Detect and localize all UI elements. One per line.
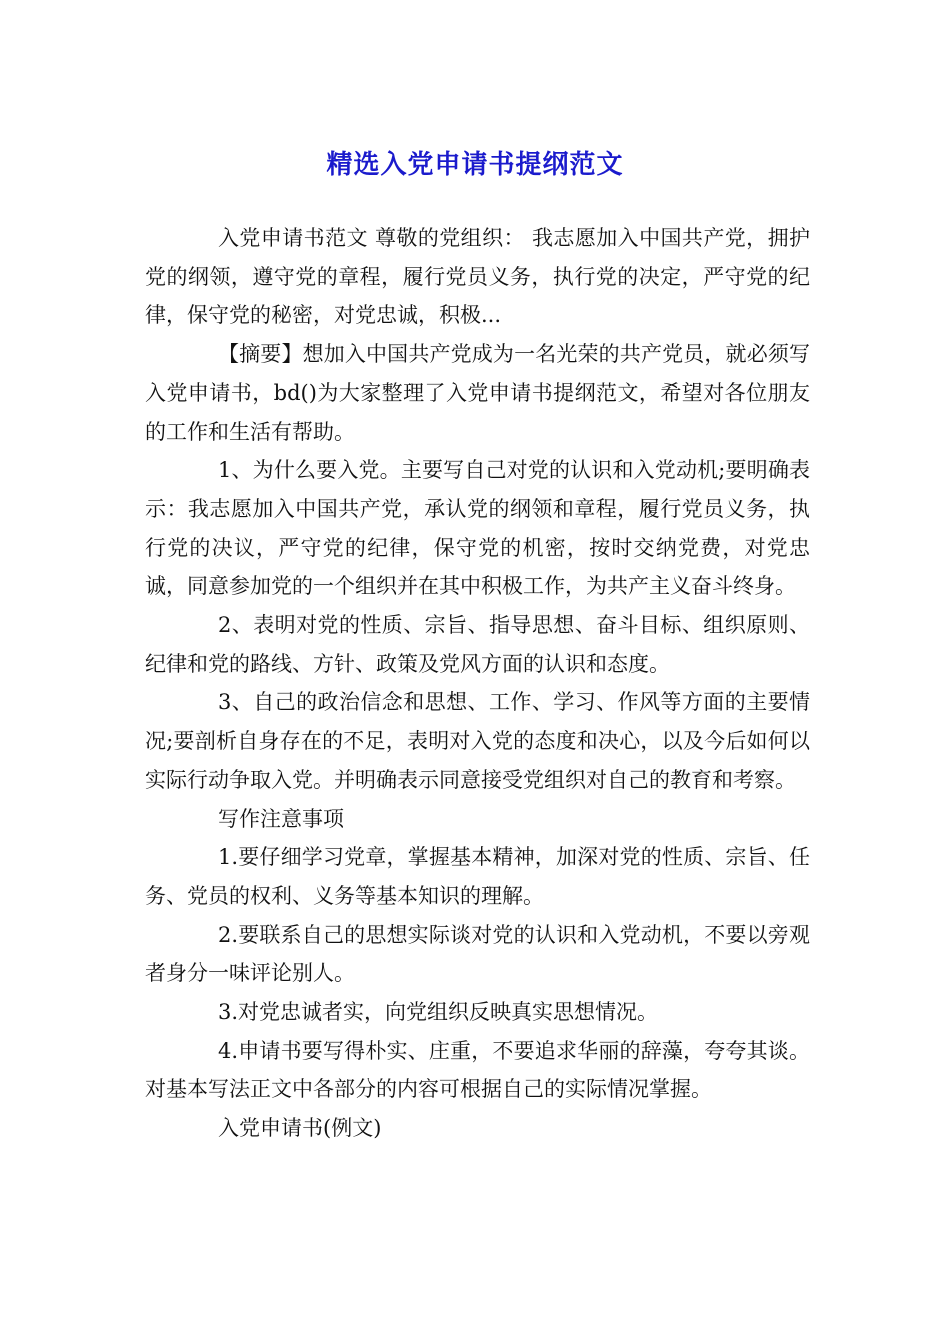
paragraph-note-3: 3.对党忠诚者实，向党组织反映真实思想情况。 [218,1000,659,1025]
paragraph-point-1: 1、为什么要入党。主要写自己对党的认识和入党动机;要明确表示：我志愿加入中国共产党，承认党的纲领和章程，履行党员义务，执行党的决议，严守党的纪律，保守党的机密，按时交纳党费，对党忠诚，同意参加党的一个组织并在其中积极工作，为共产主义奋斗终身。 [145,458,810,599]
paragraph-point-2: 2、表明对党的性质、宗旨、指导思想、奋斗目标、组织原则、纪律和党的路线、方针、政策及党风方面的认识和态度。 [145,613,810,676]
section-heading-notes: 写作注意事项 [218,806,344,831]
document-title: 精选入党申请书提纲范文 [326,150,624,181]
paragraph-note-2: 2.要联系自己的思想实际谈对党的认识和入党动机，不要以旁观者身分一味评论别人。 [145,922,810,986]
paragraph-intro: 入党申请书范文 尊敬的党组织： 我志愿加入中国共产党，拥护党的纲领，遵守党的章程，履行党员义务，执行党的决定，严守党的纪律，保守党的秘密，对党忠诚，积极... [145,226,810,328]
section-heading-example: 入党申请书(例文) [218,1116,382,1141]
paragraph-note-1: 1.要仔细学习党章，掌握基本精神，加深对党的性质、宗旨、任务、党员的权利、义务等基本知识的理解。 [145,845,810,908]
document-body [145,219,810,1148]
paragraph-note-4: 4.申请书要写得朴实、庄重，不要追求华丽的辞藻，夸夸其谈。对基本写法正文中各部分的内容可根据自己的实际情况掌握。 [145,1038,810,1102]
paragraph-point-3: 3、自己的政治信念和思想、工作、学习、作风等方面的主要情况;要剖析自身存在的不足，表明对入党的态度和决心，以及今后如何以实际行动争取入党。并明确表示同意接受党组织对自己的教育和考察。 [145,690,810,792]
paragraph-abstract: 【摘要】想加入中国共产党成为一名光荣的共产党员，就必须写入党申请书，bd()为大家整理了入党申请书提纲范文，希望对各位朋友的工作和生活有帮助。 [145,342,810,444]
